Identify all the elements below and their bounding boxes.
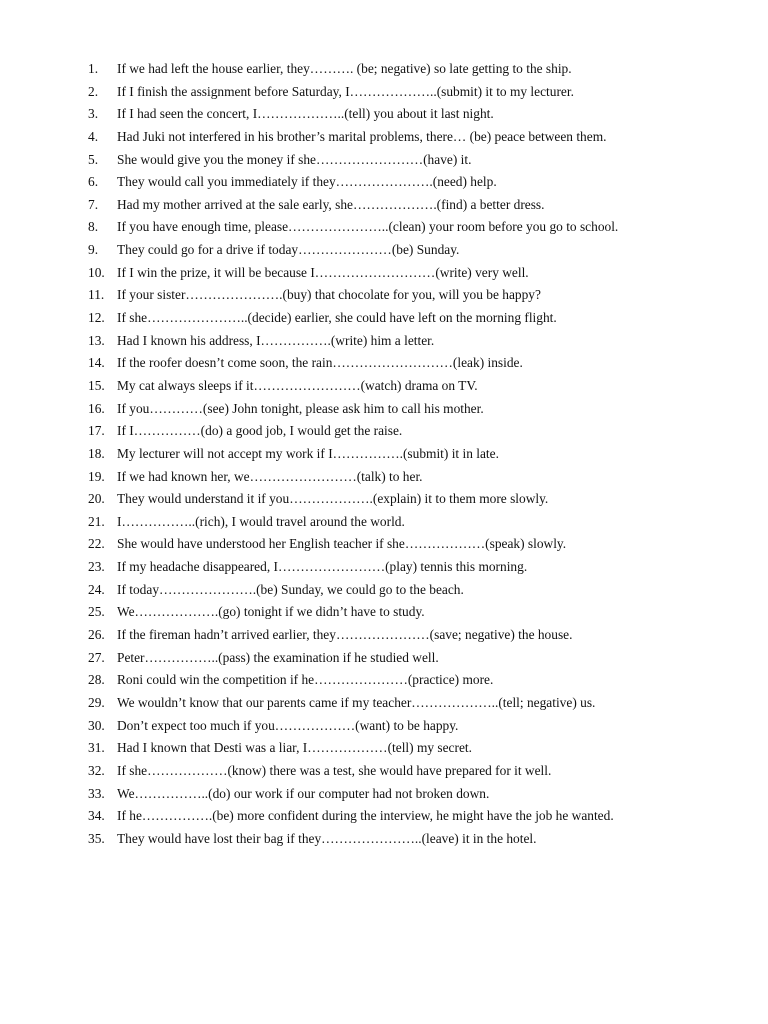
exercise-item xyxy=(88,352,748,375)
item-number: 33. xyxy=(88,785,105,801)
exercise-item xyxy=(88,533,748,556)
exercise-item xyxy=(88,420,748,443)
item-number: 1. xyxy=(88,61,99,76)
item-sentence: We……………..(do) our work if our computer had not broken down. xyxy=(117,785,490,801)
item-number: 3. xyxy=(88,106,99,122)
item-sentence: She would have understood her English teacher if she………………(speak) slowly. xyxy=(117,536,567,552)
exercise-item xyxy=(88,760,748,783)
item-sentence: Had I known his address, I…………….(write) him a letter. xyxy=(117,332,435,348)
exercise-item xyxy=(88,443,748,466)
item-sentence: If he…………….(be) more confident during the interview, he might have the job he wanted. xyxy=(117,808,614,824)
exercise-item xyxy=(88,647,748,670)
item-sentence: Peter……………..(pass) the examination if he studied well. xyxy=(117,649,439,665)
item-number: 4. xyxy=(88,128,99,144)
exercise-item xyxy=(88,805,748,828)
exercise-item xyxy=(88,126,748,149)
exercise-item xyxy=(88,58,748,81)
exercise-item xyxy=(88,737,748,760)
item-number: 34. xyxy=(88,808,105,824)
item-sentence: If you have enough time, please…………………..(clean) your room before you go to school. xyxy=(117,219,619,235)
item-sentence: My cat always sleeps if it……………………(watch) drama on TV. xyxy=(117,377,478,393)
exercise-item xyxy=(88,307,748,330)
exercise-item xyxy=(88,375,748,398)
item-sentence: Don’t expect too much if you………………(want) to be happy. xyxy=(117,717,459,733)
exercise-item xyxy=(88,239,748,262)
exercise-item xyxy=(88,715,748,738)
exercise-list xyxy=(88,58,748,850)
item-sentence: If your sister………………….(buy) that chocolate for you, will you be happy? xyxy=(117,287,541,303)
exercise-item xyxy=(88,828,748,851)
item-number: 22. xyxy=(88,536,105,552)
exercise-item xyxy=(88,398,748,421)
item-sentence: If we had known her, we……………………(talk) to her. xyxy=(117,468,423,484)
exercise-item xyxy=(88,466,748,489)
exercise-item xyxy=(88,488,748,511)
item-number: 7. xyxy=(88,196,99,212)
item-sentence: My lecturer will not accept my work if I…………….(submit) it in late. xyxy=(117,445,499,461)
item-sentence: If today………………….(be) Sunday, we could go to the beach. xyxy=(117,581,464,597)
item-sentence: They could go for a drive if today…………………(be) Sunday. xyxy=(117,242,460,258)
exercise-item xyxy=(88,556,748,579)
item-number: 21. xyxy=(88,513,105,529)
exercise-item xyxy=(88,330,748,353)
item-number: 8. xyxy=(88,219,99,235)
item-sentence: If you…………(see) John tonight, please ask him to call his mother. xyxy=(117,400,484,416)
item-number: 30. xyxy=(88,717,105,733)
item-sentence: Roni could win the competition if he…………………(practice) more. xyxy=(117,672,494,688)
item-number: 32. xyxy=(88,762,105,778)
item-sentence: If she…………………..(decide) earlier, she could have left on the morning flight. xyxy=(117,310,557,326)
item-number: 29. xyxy=(88,694,105,710)
exercise-item xyxy=(88,81,748,104)
item-number: 10. xyxy=(88,264,105,280)
exercise-item xyxy=(88,262,748,285)
item-sentence: They would call you immediately if they………………….(need) help. xyxy=(117,174,497,190)
exercise-item xyxy=(88,601,748,624)
item-number: 15. xyxy=(88,377,105,393)
item-number: 25. xyxy=(88,604,105,620)
item-sentence: If I had seen the concert, I………………..(tell) you about it last night. xyxy=(117,106,494,122)
item-number: 14. xyxy=(88,355,105,371)
exercise-item xyxy=(88,624,748,647)
exercise-item xyxy=(88,579,748,602)
item-number: 24. xyxy=(88,581,105,597)
item-number: 27. xyxy=(88,649,105,665)
item-sentence: Had I known that Desti was a liar, I………………(tell) my secret. xyxy=(117,740,472,756)
item-number: 26. xyxy=(88,627,105,643)
item-sentence: If the roofer doesn’t come soon, the rain………………………(leak) inside. xyxy=(117,355,523,371)
item-number: 2. xyxy=(88,83,99,99)
item-number: 6. xyxy=(88,174,99,190)
exercise-item xyxy=(88,692,748,715)
item-sentence: If we had left the house earlier, they………. (be; negative) so late getting to the ship. xyxy=(117,61,572,76)
item-sentence: I……………..(rich), I would travel around the world. xyxy=(117,513,405,529)
exercise-item xyxy=(88,511,748,534)
item-number: 13. xyxy=(88,332,105,348)
item-number: 11. xyxy=(88,287,105,303)
item-number: 31. xyxy=(88,740,105,756)
item-sentence: If I……………(do) a good job, I would get the raise. xyxy=(117,423,403,439)
exercise-item xyxy=(88,216,748,239)
exercise-item xyxy=(88,669,748,692)
item-sentence: She would give you the money if she……………………(have) it. xyxy=(117,151,472,167)
item-number: 20. xyxy=(88,491,105,507)
exercise-item xyxy=(88,194,748,217)
item-sentence: If my headache disappeared, I……………………(play) tennis this morning. xyxy=(117,559,528,575)
item-number: 19. xyxy=(88,468,105,484)
item-number: 23. xyxy=(88,559,105,575)
exercise-item xyxy=(88,284,748,307)
item-sentence: If I finish the assignment before Saturday, I………………..(submit) it to my lecturer. xyxy=(117,83,574,99)
item-sentence: If the fireman hadn’t arrived earlier, they…………………(save; negative) the house. xyxy=(117,627,573,643)
item-sentence: Had my mother arrived at the sale early, she……………….(find) a better dress. xyxy=(117,196,545,212)
item-number: 17. xyxy=(88,423,105,439)
exercise-item xyxy=(88,783,748,806)
item-number: 28. xyxy=(88,672,105,688)
item-number: 16. xyxy=(88,400,105,416)
item-sentence: They would have lost their bag if they…………………..(leave) it in the hotel. xyxy=(117,830,537,846)
item-number: 9. xyxy=(88,242,99,258)
item-number: 35. xyxy=(88,830,105,846)
exercise-item xyxy=(88,149,748,172)
exercise-item xyxy=(88,171,748,194)
item-sentence: We……………….(go) tonight if we didn’t have to study. xyxy=(117,604,425,620)
item-number: 18. xyxy=(88,445,105,461)
item-sentence: They would understand it if you……………….(explain) it to them more slowly. xyxy=(117,491,549,507)
item-sentence: We wouldn’t know that our parents came if my teacher………………..(tell; negative) us. xyxy=(117,694,596,710)
item-number: 12. xyxy=(88,310,105,326)
item-number: 5. xyxy=(88,151,99,167)
exercise-item xyxy=(88,103,748,126)
item-sentence: If she………………(know) there was a test, she would have prepared for it well. xyxy=(117,762,552,778)
item-sentence: Had Juki not interfered in his brother’s marital problems, there… (be) peace between them. xyxy=(117,128,607,144)
item-sentence: If I win the prize, it will be because I………………………(write) very well. xyxy=(117,264,529,280)
